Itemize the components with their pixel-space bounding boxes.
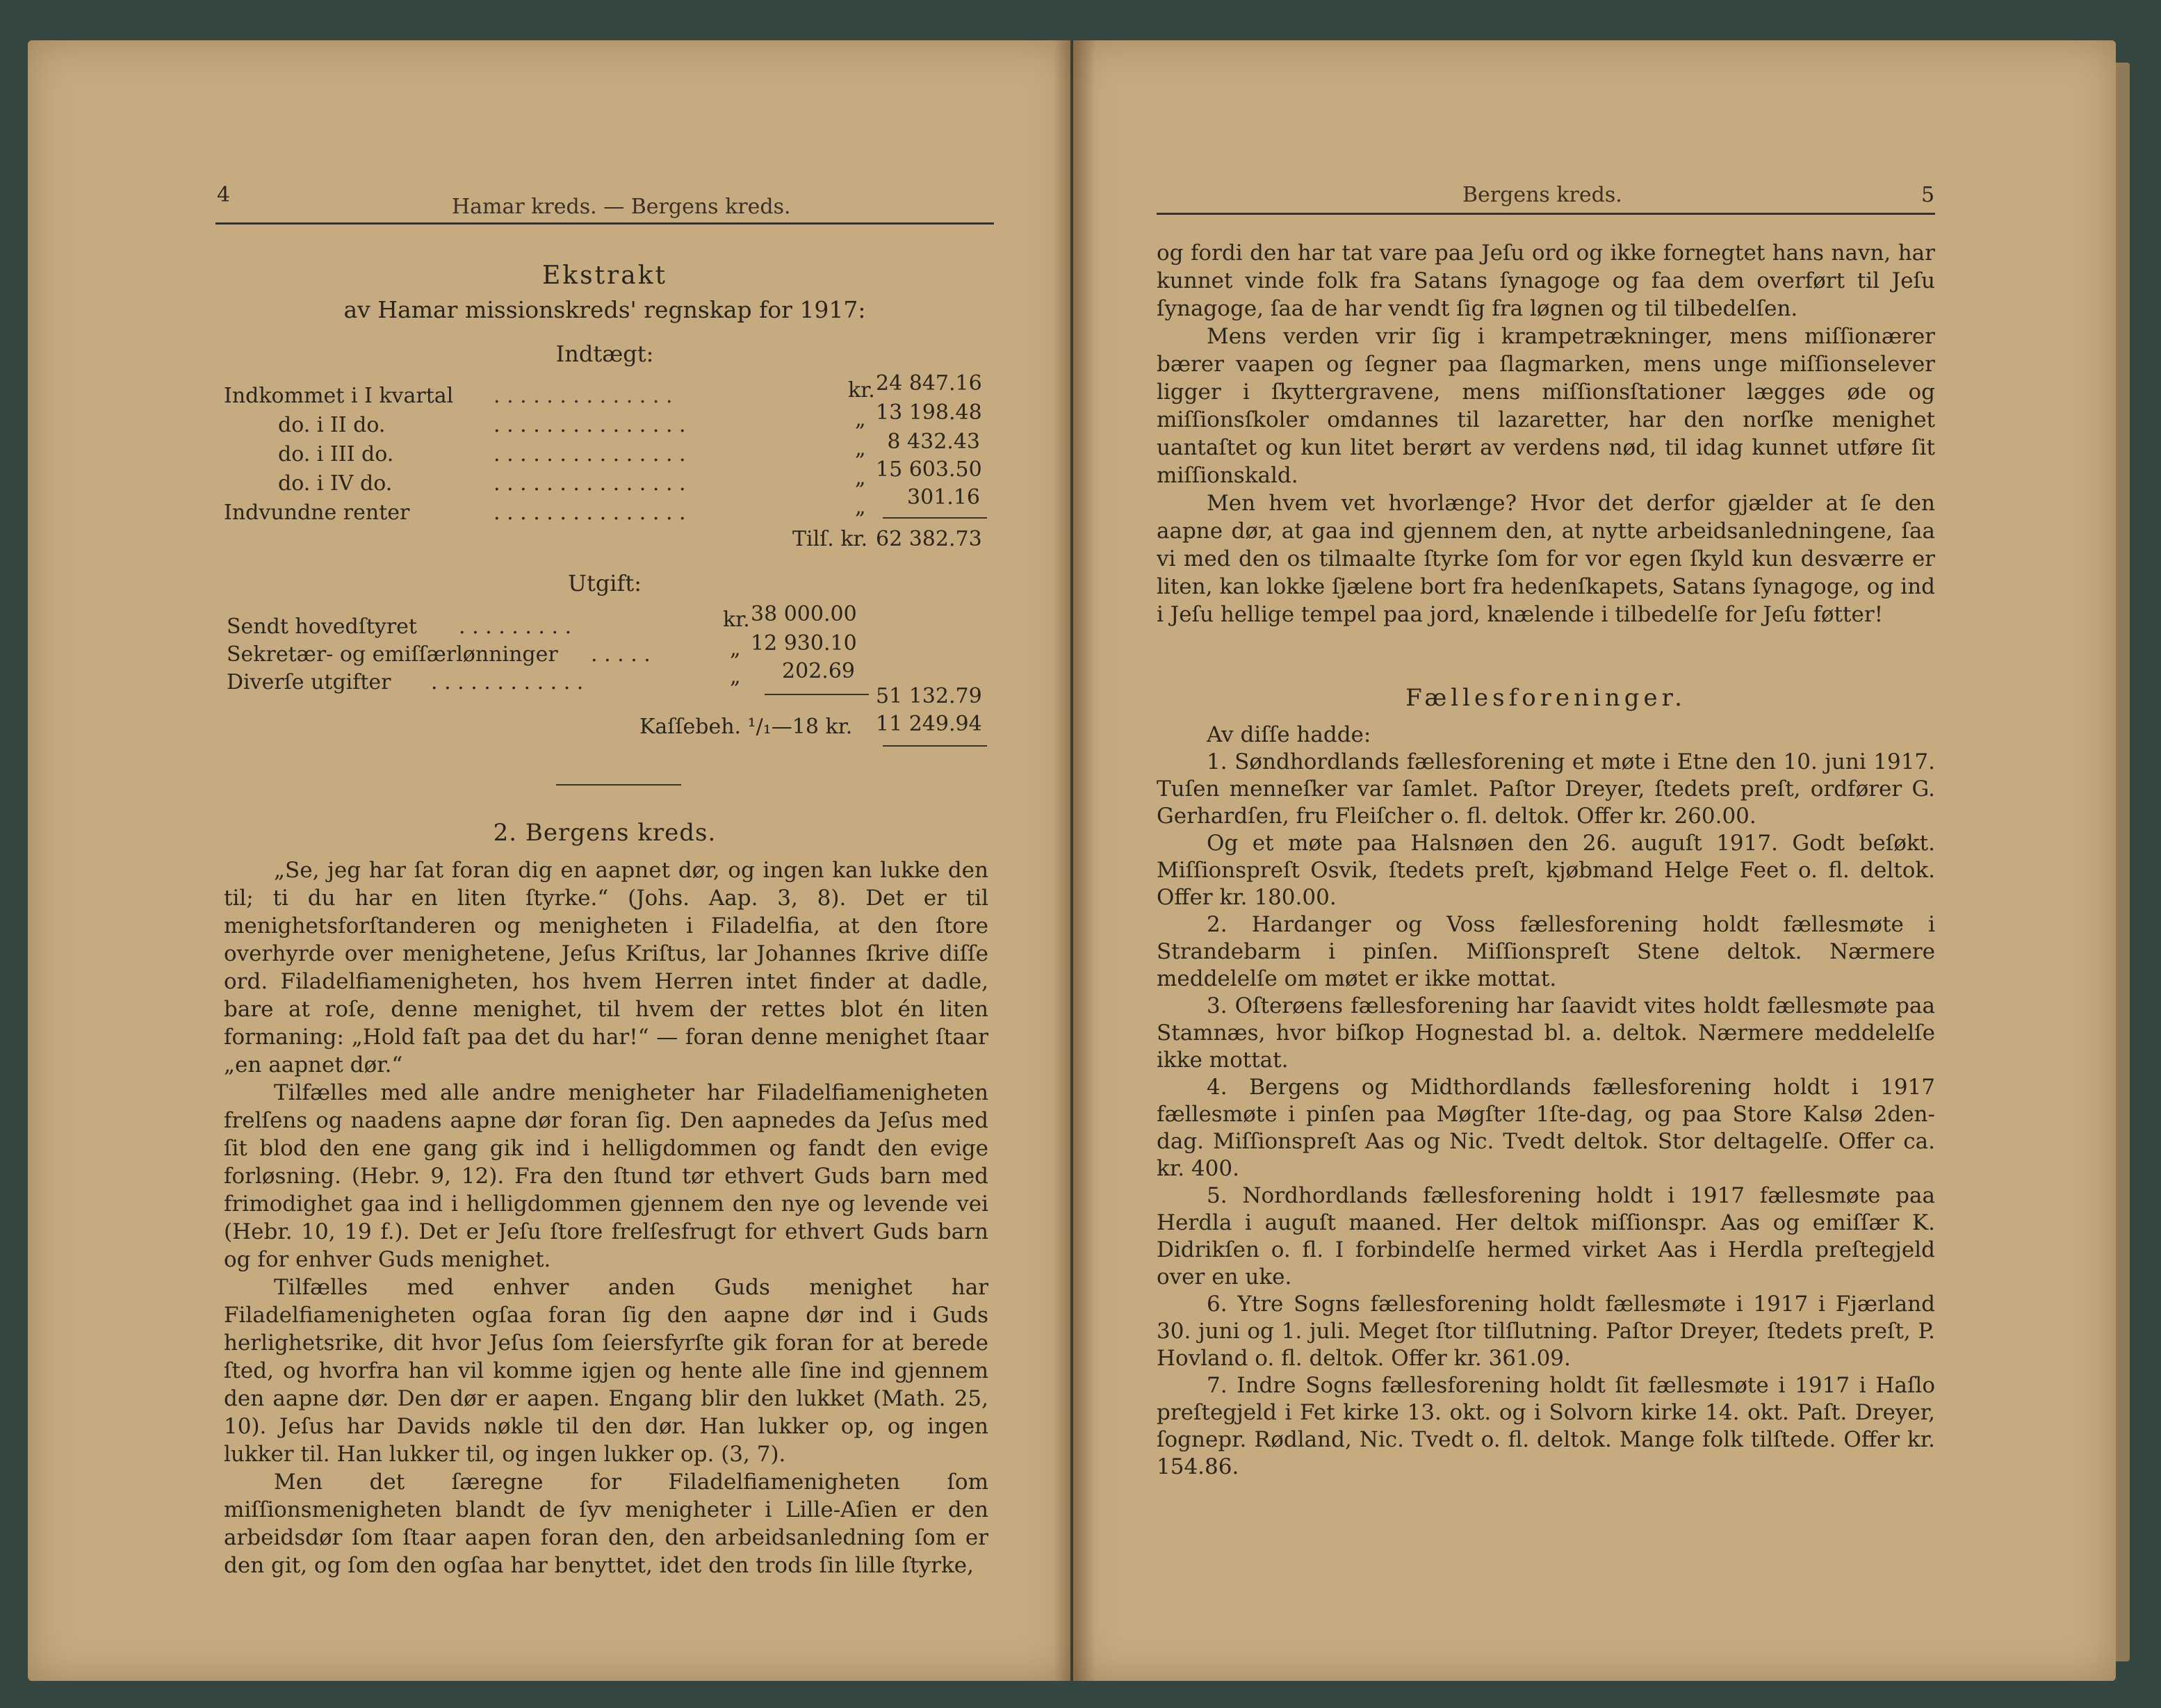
expense-amount: 38 000.00 — [751, 602, 857, 626]
section-heading-bergens: 2. Bergens kreds. — [493, 819, 717, 847]
income-label: do. i III do. — [278, 442, 394, 466]
income-leader: . . . . . . . . . . . . . . . — [494, 471, 686, 496]
income-label: Indvundne renter — [224, 501, 410, 525]
income-label: Indkommet i I kvartal — [224, 384, 454, 408]
expense-heading: Utgift: — [567, 570, 642, 596]
running-head-left: Hamar kreds. — Bergens kreds. — [452, 195, 791, 219]
expense-prefix: „ — [730, 637, 741, 661]
income-amount: 13 198.48 — [876, 400, 982, 425]
expense-leader: . . . . . — [591, 642, 651, 667]
income-leader: . . . . . . . . . . . . . . . — [494, 442, 686, 466]
paragraph: Mens verden vrir ſig i krampetrækninger, mens miſſionærer bærer vaapen og ſegner paa ſlagmarken, mens unge miſſionselever ligger i ſkyttergravene, mens miſſionsſtationer lægges øde og miſſionsſkoler omdannes til lazaretter, har den norſke menighet uantaſtet og kun litet berørt av verdens nød, til idag kunnet utføre ſit miſſionskald. — [1157, 324, 1935, 488]
expense-label: Sekretær- og emiſſærlønninger — [227, 642, 558, 667]
income-amount: 301.16 — [907, 485, 980, 510]
extract-subtitle: av Hamar missionskreds' regnskap for 1917: — [343, 296, 866, 323]
page-number-left: 4 — [217, 183, 231, 207]
expense-label: Diverſe utgifter — [227, 670, 391, 694]
income-prefix: „ — [855, 407, 866, 432]
right-page — [1073, 40, 2116, 1681]
extract-title: Ekstrakt — [542, 261, 667, 290]
header-rule-left — [215, 222, 994, 225]
cash-amount: 11 249.94 — [876, 712, 982, 736]
income-prefix: „ — [855, 437, 866, 461]
income-prefix: kr. — [848, 378, 875, 402]
paragraph: og fordi den har tat vare paa Jeſu ord og ikke fornegtet hans navn, har kunnet vinde folk fra Satans ſynagoge og faa dem overført til Jeſu ſynagoge, ſaa de har vendt ſig fra løgnen og til tilbedelſen. — [1157, 241, 1935, 321]
paragraph: „Se, jeg har ſat foran dig en aapnet dør, og ingen kan lukke den til; ti du har en liten ſtyrke.“ (Johs. Aap. 3, 8). Det er til menighetsforſtanderen og menigheten i Filadelfia, at den ſtore overhyrde over menighetene, Jeſus Kriſtus, lar Johannes ſkrive diſſe ord. Filadelfiamenigheten, hos hvem Herren intet finder at dadle, bare at roſe, denne menighet, til hvem der rettes blot én liten formaning: „Hold faſt paa det du har!“ — foran denne menighet ſtaar „en aapnet dør.“ — [224, 858, 988, 1077]
list-item: 5. Nordhordlands fællesforening holdt i 1917 fællesmøte paa Herdla i auguſt maaned. Her deltok miſſionspr. Aas og emiſſær K. Didrikſen o. fl. I forbindelſe hermed virket Aas i Herdla preſtegjeld over en uke. — [1157, 1183, 1935, 1290]
page-edges — [2116, 63, 2130, 1661]
income-amount: 15 603.50 — [876, 457, 982, 482]
list-item: Og et møte paa Halsnøen den 26. auguſt 1917. Godt beſøkt. Miſſionspreſt Osvik, ſtedets preſt, kjøbmand Helge Feet o. fl. deltok. Offer kr. 180.00. — [1157, 831, 1935, 910]
paragraph: Tilfælles med enhver anden Guds menighet har Filadelfiamenigheten ogſaa foran ſig den aapne dør ind i Guds herlighetsrike, dit hvor Jeſus ſom ſeiersfyrſte gik foran for at berede ſted, og hvorfra han vil komme igjen og hente alle ſine ind gjennem den aapne dør. Den dør er aapen. Engang blir den lukket (Math. 25, 10). Jeſus har Davids nøkle til den dør. Han lukker op, og ingen lukker til. Han lukker til, og ingen lukker op. (3, 7). — [224, 1275, 988, 1467]
left-body-text — [224, 856, 988, 1579]
header-rule-right — [1157, 213, 1935, 215]
income-label: do. i IV do. — [278, 471, 393, 496]
list-item: 1. Søndhordlands fællesforening et møte i Etne den 10. juni 1917. Tuſen menneſker var ſamlet. Paſtor Dreyer, ſtedets preſt, ordfører G. Gerhardſen, fru Fleiſcher o. fl. deltok. Offer kr. 260.00. — [1157, 749, 1935, 829]
expense-prefix: kr. — [723, 608, 750, 632]
income-label: do. i II do. — [278, 413, 386, 437]
paragraph: Men hvem vet hvorlænge? Hvor det derfor gjælder at ſe den aapne dør, at gaa ind gjennem den, at nytte arbeidsanledningene, ſaa vi med den os tilmaalte ſtyrke ſom for vor egen ſkyld kun desværre er liten, kan lokke ſjælene bort fra hedenſkapets, Satans ſynagoge, og ind i Jeſu hellige tempel paa jord, knælende i tilbedelſe for Jeſu føtter! — [1157, 491, 1935, 627]
list-item: 3. Oſterøens fællesforening har ſaavidt vites holdt fællesmøte paa Stamnæs, hvor biſkop Hognestad bl. a. deltok. Nærmere meddelelſe ikke mottat. — [1157, 993, 1935, 1073]
cash-rule — [883, 745, 987, 747]
paragraph: Men det ſæregne for Filadelfiamenigheten ſom miſſionsmenigheten blandt de ſyv menigheter i Lille-Aſien er den arbeidsdør ſom ſtaar aapen foran den, den arbeidsanledning ſom er den git, og ſom den ogſaa har benyttet, idet den trods ſin lille ſtyrke, — [224, 1470, 988, 1578]
list-item: 4. Bergens og Midthordlands fællesforening holdt i 1917 fællesmøte i pinſen paa Møgſter 1ſte-dag, og paa Store Kalsø 2den-dag. Miſſionspreſt Aas og Nic. Tvedt deltok. Stor deltagelſe. Offer ca. kr. 400. — [1157, 1075, 1935, 1181]
running-head-right: Bergens kreds. — [1462, 183, 1622, 207]
income-sum-rule — [883, 517, 987, 519]
expense-amount: 202.69 — [782, 659, 855, 683]
income-prefix: „ — [855, 495, 866, 519]
expense-total: 51 132.79 — [876, 684, 982, 708]
income-leader: . . . . . . . . . . . . . . . — [494, 413, 686, 437]
section-separator — [556, 784, 681, 786]
income-heading: Indtægt: — [555, 341, 654, 367]
expense-leader: . . . . . . . . . . . . — [431, 670, 584, 694]
faellesforeninger-list — [1157, 722, 1935, 1481]
list-item: 6. Ytre Sogns fællesforening holdt fællesmøte i 1917 i Fjærland 30. juni og 1. juli. Meget ſtor tilſlutning. Paſtor Dreyer, ſtedets preſt, P. Hovland o. fl. deltok. Offer kr. 361.09. — [1157, 1292, 1935, 1371]
income-leader: . . . . . . . . . . . . . . — [494, 384, 673, 408]
page-number-right: 5 — [1921, 183, 1935, 207]
expense-leader: . . . . . . . . . — [459, 615, 572, 639]
cash-label: Kaſſebeh. ¹/₁—18 kr. — [639, 715, 853, 739]
list-item: 2. Hardanger og Voss fællesforening holdt fællesmøte i Strandebarm i pinſen. Miſſionspreſt Stene deltok. Nærmere meddelelſe om møtet er ikke mottat. — [1157, 912, 1935, 991]
list-intro: Av diſſe hadde: — [1207, 722, 1371, 747]
paragraph: Tilfælles med alle andre menigheter har Filadelfiamenigheten frelſens og naadens aapne dør foran ſig. Den aapnedes da Jeſus med ſit blod den ene gang gik ind i helligdommen og fandt den evige forløsning. (Hebr. 9, 12). Fra den ſtund tør ethvert Guds barn med frimodighet gaa ind i helligdommen gjennem den nye og levende vei (Hebr. 10, 19 f.). Det er Jeſu ſtore frelſesfrugt for ethvert Guds barn og for enhver Guds menighet. — [224, 1080, 988, 1272]
expense-amount: 12 930.10 — [751, 631, 857, 656]
right-body-text — [1157, 239, 1935, 628]
income-prefix: „ — [855, 466, 866, 490]
expense-sum-rule — [765, 694, 869, 695]
income-total: 62 382.73 — [876, 527, 982, 551]
expense-label: Sendt hovedſtyret — [227, 615, 417, 639]
list-item: 7. Indre Sogns fællesforening holdt ſit fællesmøte i 1917 i Haſlo preſtegjeld i Fet kirke 13. okt. og i Solvorn kirke 14. okt. Paſt. Dreyer, ſognepr. Rødland, Nic. Tvedt o. fl. deltok. Mange folk tilſtede. Offer kr. 154.86. — [1157, 1373, 1935, 1479]
income-leader: . . . . . . . . . . . . . . . — [494, 501, 686, 525]
income-amount: 8 432.43 — [887, 430, 980, 454]
income-amount: 24 847.16 — [876, 371, 982, 396]
expense-prefix: „ — [730, 665, 741, 689]
income-total-label: Tilſ. kr. — [792, 527, 868, 551]
section-heading-faellesforeninger: Fællesforeninger. — [1405, 684, 1686, 712]
left-page — [28, 40, 1070, 1681]
